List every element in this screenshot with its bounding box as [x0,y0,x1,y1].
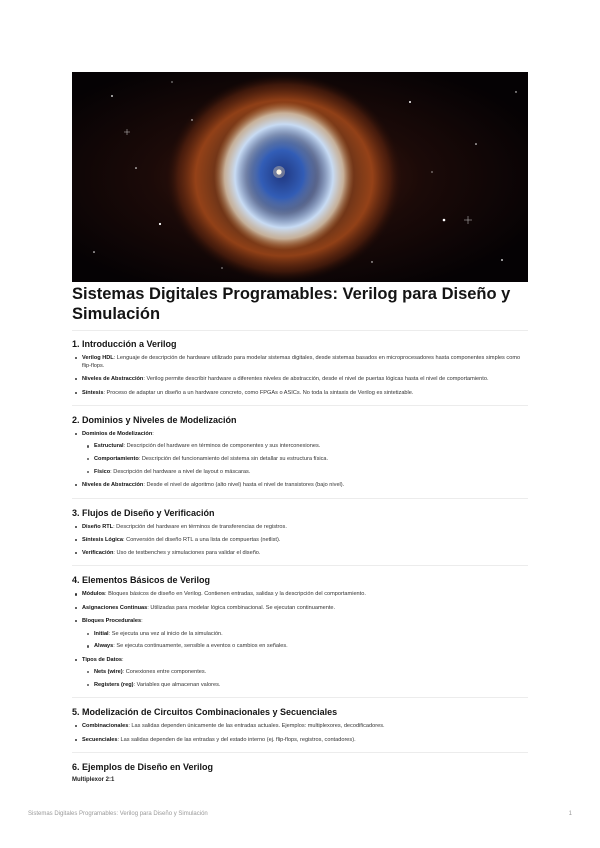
list-item: Bloques Procedurales: Initial: Se ejecuta una vez al inicio de la simulación. Always: Se ejecuta continuamente, sensible a eventos o cambios en señales. [82,617,528,650]
list-item: Módulos: Bloques básicos de diseño en Verilog. Contienen entradas, salidas y la descripción del comportamiento. [82,590,528,598]
section-dominios [72,413,528,499]
subsection-heading: Multiplexor 2:1 [72,776,115,783]
footer-title: Sistemas Digitales Programables: Verilog para Diseño y Simulación [28,811,208,817]
list-item: Síntesis: Proceso de adaptar un diseño a un hardware concreto, como FPGAs o ASICs. No toda la sintaxis de Verilog es sintetizable. [82,389,528,397]
section-elementos [72,573,528,698]
list-item: Niveles de Abstracción: Verilog permite describir hardware a diferentes niveles de abstracción, desde el nivel de puertas lógicas hasta el nivel de comportamiento. [82,375,528,383]
list-item: Verificación: Uso de testbenches y simulaciones para validar el diseño. [82,549,528,557]
nested-list [82,442,528,476]
list-item: Initial: Se ejecuta una vez al inicio de la simulación. [94,630,528,638]
list-item: Always: Se ejecuta continuamente, sensible a eventos o cambios en señales. [94,642,528,650]
section-ejemplos [72,760,528,786]
section-heading: 6. Ejemplos de Diseño en Verilog [72,761,214,772]
bullet-list [72,523,528,558]
list-item: Verilog HDL: Lenguaje de descripción de hardware utilizado para modelar sistemas digitales, desde sistemas basados en microprocesadores hasta componentes simples como flip-flops. [82,354,528,370]
section-introduccion [72,337,528,406]
list-item: Nets (wire): Conexiones entre componentes. [94,668,528,676]
nebula-image [72,72,528,282]
bullet-list [72,590,528,688]
list-item: Diseño RTL: Descripción del hardware en términos de transferencias de registros. [82,523,528,531]
section-heading: 3. Flujos de Diseño y Verificación [72,507,215,518]
bullet-list [72,722,528,743]
list-item: Niveles de Abstracción: Desde el nivel de algoritmo (alto nivel) hasta el nivel de transistores (bajo nivel). [82,481,528,489]
list-item: Asignaciones Continuas: Utilizadas para modelar lógica combinacional. Se ejecutan continuamente. [82,604,528,612]
section-flujos [72,506,528,567]
list-item: Dominios de Modelización: Estructural: Descripción del hardware en términos de componentes y sus interconexiones. Comportamiento: Descripción del funcionamiento del sistema sin detallar su estructura física. Físico: Descripción del hardware a nivel de layout o máscaras. [82,430,528,476]
list-item: Tipos de Datos: Nets (wire): Conexiones entre componentes. Registers (reg): Variables que almacenan valores. [82,656,528,689]
bullet-list [72,430,528,489]
list-item: Combinacionales: Las salidas dependen únicamente de las entradas actuales. Ejemplos: multiplexores, decodificadores. [82,722,528,730]
nested-list [82,668,528,689]
document-body [72,337,528,793]
nebula-illustration [72,72,528,282]
title-divider [72,330,528,331]
page-number: 1 [568,811,572,817]
nested-list [82,630,528,651]
list-item: Estructural: Descripción del hardware en términos de componentes y sus interconexiones. [94,442,528,450]
section-heading: 5. Modelización de Circuitos Combinacionales y Secuenciales [72,707,338,718]
list-item: Síntesis Lógica: Conversión del diseño RTL a una lista de compuertas (netlist). [82,536,528,544]
page-footer [28,811,572,817]
section-heading: 2. Dominios y Niveles de Modelización [72,414,237,425]
list-item: Registers (reg): Variables que almacenan valores. [94,681,528,689]
section-heading: 4. Elementos Básicos de Verilog [72,575,211,586]
list-item: Físico: Descripción del hardware a nivel de layout o máscaras. [94,468,528,476]
section-modelizacion [72,705,528,753]
section-heading: 1. Introducción a Verilog [72,339,177,349]
list-item: Secuenciales: Las salidas dependen de las entradas y del estado interno (ej. flip-flops, registros, contadores). [82,736,528,744]
bullet-list [72,354,528,397]
list-item: Comportamiento: Descripción del funcionamiento del sistema sin detallar su estructura física. [94,455,528,463]
page-title: Sistemas Digitales Programables: Verilog para Diseño y Simulación [72,285,511,323]
